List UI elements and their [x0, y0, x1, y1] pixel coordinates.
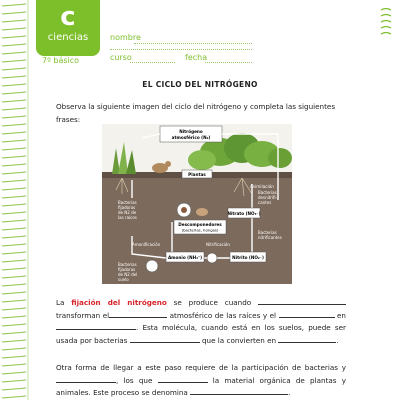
fixing-label-2: fijadoras: [118, 205, 136, 210]
course-label: curso: [110, 53, 132, 62]
assimilation-label: Asimilación: [250, 184, 274, 189]
subject-logo: [36, 0, 100, 56]
blank-9[interactable]: [190, 387, 288, 395]
ammonification-label: Amonificación: [132, 242, 161, 247]
course-field[interactable]: [130, 62, 175, 63]
decomposers-label-2: (bacterias, hongos): [181, 227, 219, 233]
blank-7[interactable]: [56, 375, 116, 383]
p1-e: . Esta molécula, cuando está en los suelos, puede ser usada por bacterias: [56, 323, 346, 345]
decomposers-label-1: Descomponedores: [178, 222, 222, 227]
plants-label: Plantas: [188, 172, 206, 177]
blank-1[interactable]: [258, 297, 346, 305]
soil-fixing-label-1: Bacterias: [118, 262, 137, 267]
blank-2[interactable]: [109, 310, 167, 318]
fixing-label-1: Bacterias: [118, 200, 137, 205]
blank-8[interactable]: [158, 375, 208, 383]
date-label: fecha: [185, 53, 208, 62]
denitrifying-label-1: Bacterias: [258, 190, 277, 195]
nitrogen-cycle-diagram: [102, 124, 292, 284]
p2-b: , los que: [116, 375, 158, 385]
mushroom-icon: [196, 208, 208, 216]
name-field[interactable]: [134, 43, 252, 44]
blank-4[interactable]: [56, 322, 136, 330]
ammonium-label: Amonio (NH₄⁺): [167, 255, 203, 260]
logo-subject: ciencias: [47, 32, 89, 43]
date-field[interactable]: [205, 62, 252, 63]
soil-bacteria-icon: [146, 260, 158, 272]
p1-start: La: [56, 298, 72, 307]
name-label: nombre: [110, 33, 141, 42]
blank-3[interactable]: [279, 310, 335, 318]
nitrifying-label-1: Bacterias: [258, 230, 277, 235]
highlight-term: fijación del nitrógeno: [71, 298, 167, 307]
p1-d: en: [334, 310, 346, 320]
logo-letter: c: [60, 2, 76, 32]
p1-b: transforman el: [56, 310, 110, 320]
spiral-binding-icon: [378, 6, 394, 38]
paragraph-fixation: La fijación del nitrógeno se produce cuando transforman el atmosférico de las raíces y el en . Esta molécula, cuando está en los suelos, puede ser usada por bacterias que la convierten en .: [56, 298, 346, 345]
paragraph-ammonification: Otra forma de llegar a este paso requiere de la participación de bacterias y , los que la material orgánica de plantas y animales. Este proceso se denomina .: [56, 363, 346, 397]
n2-label-1: Nitrógeno: [179, 129, 203, 134]
p1-c: atmosférico de las raíces y el: [167, 310, 277, 320]
soil-fixing-label-4: suelo: [118, 277, 129, 282]
header-divider: [110, 49, 252, 50]
ruled-margin: [0, 0, 30, 400]
p1-f: que la convierten en: [199, 335, 279, 345]
n2-label-2: atmosférico (N₂): [171, 135, 211, 140]
fixing-label-4: las raíces: [118, 215, 137, 220]
p1-a: se produce cuando: [166, 298, 258, 307]
p2-c: la material orgánica de plantas y animales. Este proceso se denomina: [56, 375, 346, 397]
blank-6[interactable]: [278, 335, 336, 343]
nitrite-label: Nitrito (NO₂⁻): [232, 255, 264, 260]
instruction-text: Observa la siguiente imagen del ciclo del nitrógeno y completa las siguientes frases:: [56, 102, 336, 124]
p2-a: Otra forma de llegar a este paso requiere de la participación de bacterias y: [56, 363, 346, 372]
nitrification-label: Nitrificación: [206, 242, 230, 247]
soil-fixing-label-2: fijadoras: [118, 267, 136, 272]
fixing-label-3: de N2 de: [118, 210, 137, 215]
nitrate-label: Nitrato (NO₃⁻): [227, 211, 261, 216]
denitrifying-label-3: cantes: [258, 200, 272, 205]
nitrifying-label-2: nitrificantes: [258, 235, 282, 240]
denitrifying-label-2: desnitrifi-: [258, 195, 278, 200]
nitrifying-bacteria-icon: [207, 253, 217, 263]
grade-label: 7º básico: [42, 56, 80, 65]
soil-fixing-label-3: de N2 del: [118, 272, 138, 277]
worksheet-title: EL CICLO DEL NITRÓGENO: [142, 80, 258, 89]
blank-5[interactable]: [130, 335, 200, 343]
